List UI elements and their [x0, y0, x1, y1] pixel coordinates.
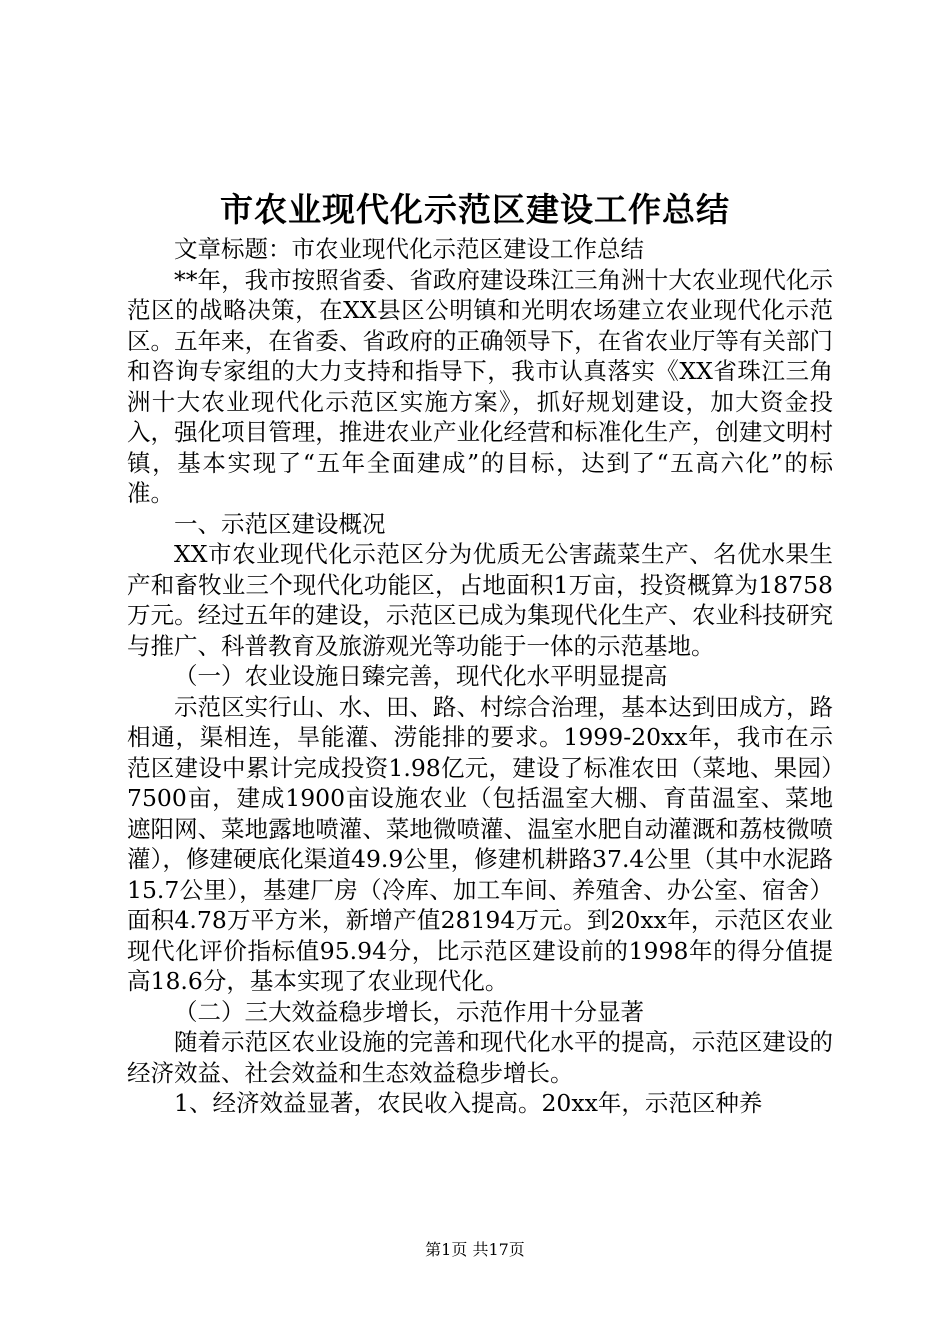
- document-body: [127, 234, 833, 1119]
- paragraph-benefits: 随着示范区农业设施的完善和现代化水平的提高，示范区建设的经济效益、社会效益和生态效益稳步增长。: [127, 1028, 833, 1087]
- paragraph-article-title: 文章标题：市农业现代化示范区建设工作总结: [174, 235, 644, 263]
- paragraph-economic-benefits: 1、经济效益显著，农民收入提高。20xx年，示范区种养: [174, 1089, 763, 1117]
- paragraph-overview: XX市农业现代化示范区分为优质无公害蔬菜生产、名优水果生产和畜牧业三个现代化功能区，占地面积1万亩，投资概算为18758万元。经过五年的建设，示范区已成为集现代化生产、农业科技研究与推广、科普教育及旅游观光等功能于一体的示范基地。: [127, 540, 833, 660]
- section-heading-overview: 一、示范区建设概况: [174, 509, 386, 538]
- subsection-heading-facilities: （一）农业设施日臻完善，现代化水平明显提高: [174, 662, 668, 690]
- paragraph-intro: **年，我市按照省委、省政府建设珠江三角洲十大农业现代化示范区的战略决策，在XX县区公明镇和光明农场建立农业现代化示范区。五年来，在省委、省政府的正确领导下，在省农业厅等有关部门和咨询专家组的大力支持和指导下，我市认真落实《XX省珠江三角洲十大农业现代化示范区实施方案》，抓好规划建设，加大资金投入，强化项目管理，推进农业产业化经营和标准化生产，创建文明村镇，基本实现了“五年全面建成”的目标，达到了“五高六化”的标准。: [127, 265, 833, 507]
- subsection-heading-benefits: （二）三大效益稳步增长，示范作用十分显著: [174, 997, 644, 1026]
- paragraph-facilities: 示范区实行山、水、田、路、村综合治理，基本达到田成方，路相通，渠相连，旱能灌、涝能排的要求。1999-20xx年，我市在示范区建设中累计完成投资1.98亿元，建设了标准农田（菜地、果园）7500亩，建成1900亩设施农业（包括温室大棚、育苗温室、菜地遮阳网、菜地露地喷灌、菜地微喷灌、温室水肥自动灌溉和荔枝微喷灌），修建硬底化渠道49.9公里，修建机耕路37.4公里（其中水泥路15.7公里），基建厂房（冷库、加工车间、养殖舍、办公室、宿舍）面积4.78万平方米，新增产值28194万元。到20xx年，示范区农业现代化评价指标值95.94分，比示范区建设前的1998年的得分值提高18.6分，基本实现了农业现代化。: [127, 692, 833, 995]
- page-footer: 第1页 共17页: [425, 1240, 525, 1259]
- document-title: 市农业现代化示范区建设工作总结: [220, 190, 730, 229]
